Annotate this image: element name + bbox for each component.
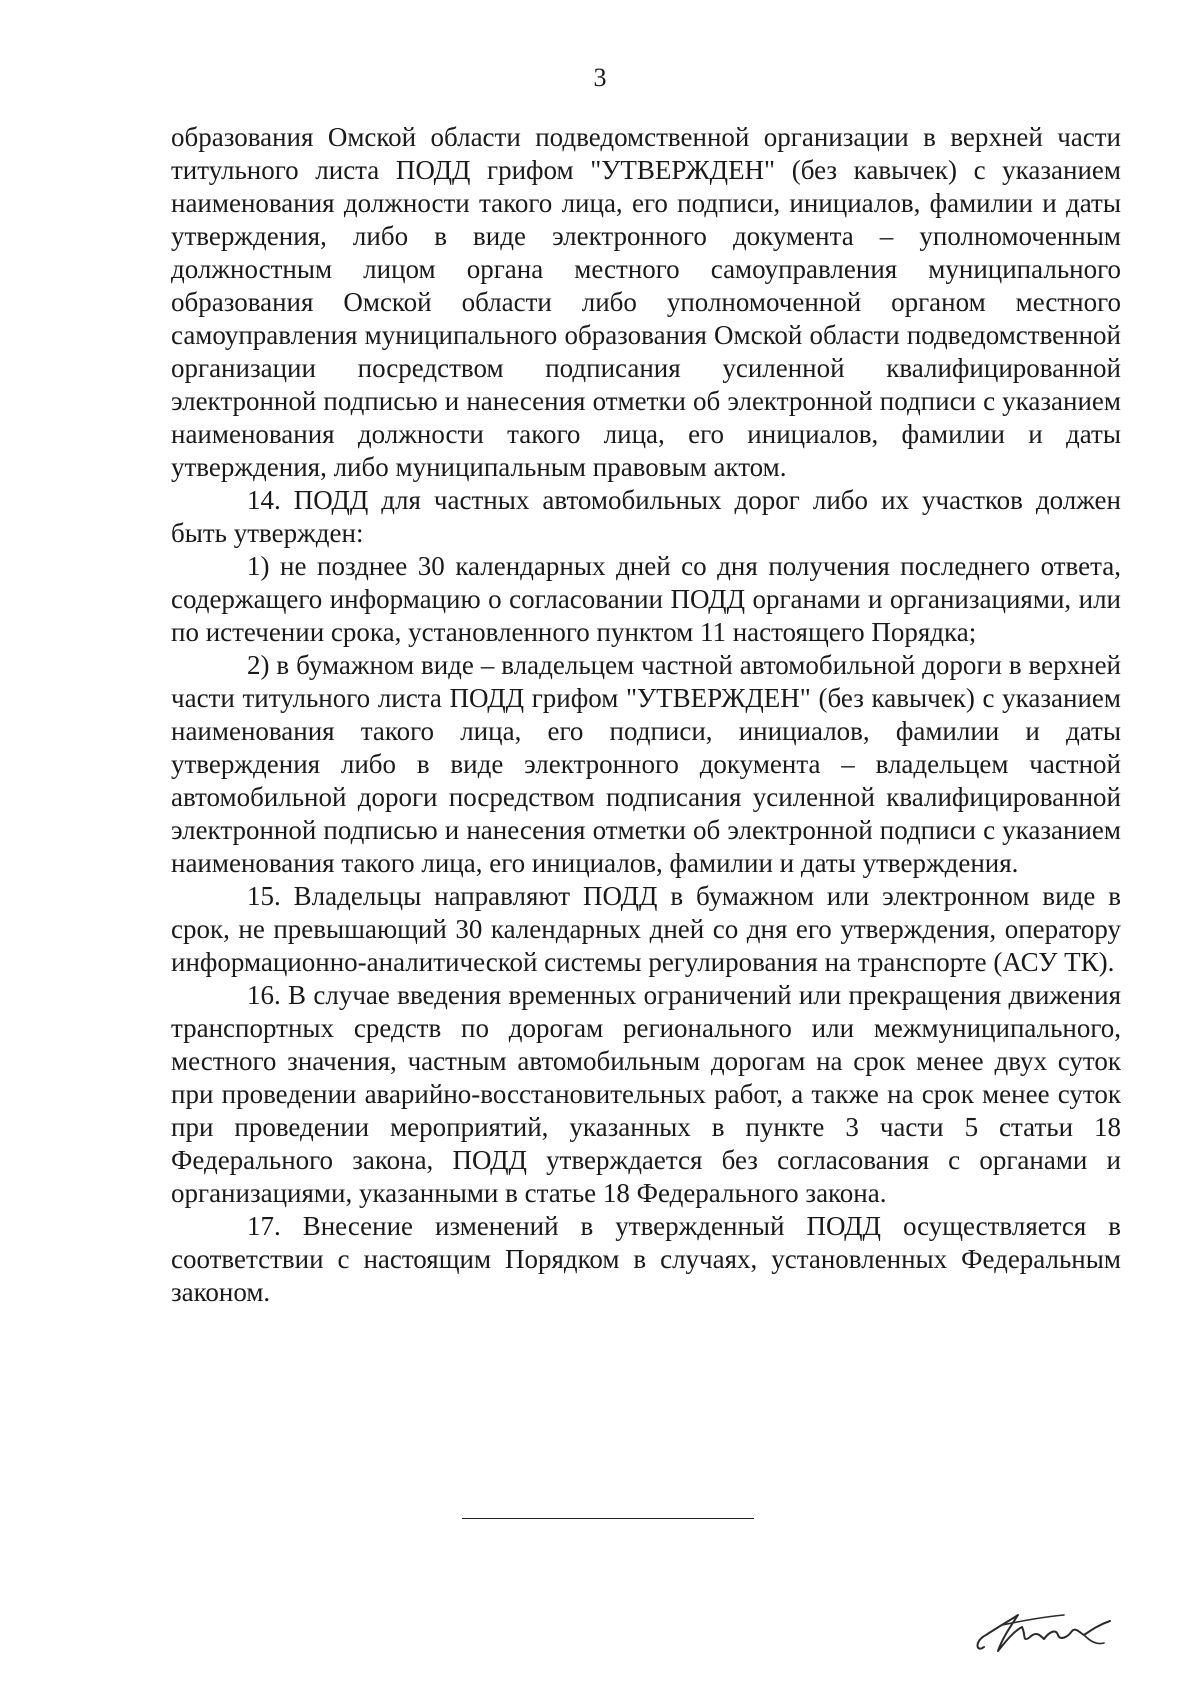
paragraph-14: 14. ПОДД для частных автомобильных дорог либо их участков должен быть утвержден: <box>171 485 1121 548</box>
paragraph-14-item-2: 2) в бумажном виде – владельцем частной автомобильной дороги в верхней части титульного листа ПОДД грифом "УТВЕРЖДЕН" (без кавычек) с указанием наименования такого лица, его подписи, инициалов, фамилии и даты утверждения либо в виде электронного документа – владельцем частной автомобильной дороги посредством подписания усиленной квалифицированной электронной подписью и нанесения отметки об электронной подписи с указанием наименования такого лица, его инициалов, фамилии и даты утверждения. <box>171 650 1121 878</box>
handwritten-signature-icon <box>972 1605 1122 1661</box>
paragraph-16: 16. В случае введения временных ограничений или прекращения движения транспортных средств по дорогам регионального или межмуниципального, местного значения, частным автомобильным дорогам на срок менее двух суток при проведении аварийно-восстановительных работ, а также на срок менее суток при проведении мероприятий, указанных в пункте 3 части 5 статьи 18 Федерального закона, ПОДД утверждается без согласования с органами и организациями, указанными в статье 18 Федерального закона. <box>171 980 1121 1208</box>
paragraph-15: 15. Владельцы направляют ПОДД в бумажном или электронном виде в срок, не превышающий 30 календарных дней со дня его утверждения, оператору информационно-аналитической системы регулирования на транспорте (АСУ ТК). <box>171 881 1121 977</box>
paragraph-17: 17. Внесение изменений в утвержденный ПОДД осуществляется в соответствии с настоящим Порядком в случаях, установленных Федеральным законом. <box>171 1211 1121 1307</box>
paragraph-14-item-1: 1) не позднее 30 календарных дней со дня получения последнего ответа, содержащего информацию о согласовании ПОДД органами и организациями, или по истечении срока, установленного пунктом 11 настоящего Порядка; <box>171 551 1121 647</box>
paragraph-13-continuation: образования Омской области подведомственной организации в верхней части титульного листа ПОДД грифом "УТВЕРЖДЕН" (без кавычек) с указанием наименования должности такого лица, его подписи, инициалов, фамилии и даты утверждения, либо в виде электронного документа – уполномоченным должностным лицом органа местного самоуправления муниципального образования Омской области либо уполномоченной органом местного самоуправления муниципального образования Омской области подведомственной организации посредством подписания усиленной квалифицированной электронной подписью и нанесения отметки об электронной подписи с указанием наименования должности такого лица, его инициалов, фамилии и даты утверждения, либо муниципальным правовым актом. <box>171 122 1121 482</box>
closing-rule <box>462 1518 754 1519</box>
document-body <box>171 121 1121 1309</box>
page-number: 3 <box>593 63 607 92</box>
